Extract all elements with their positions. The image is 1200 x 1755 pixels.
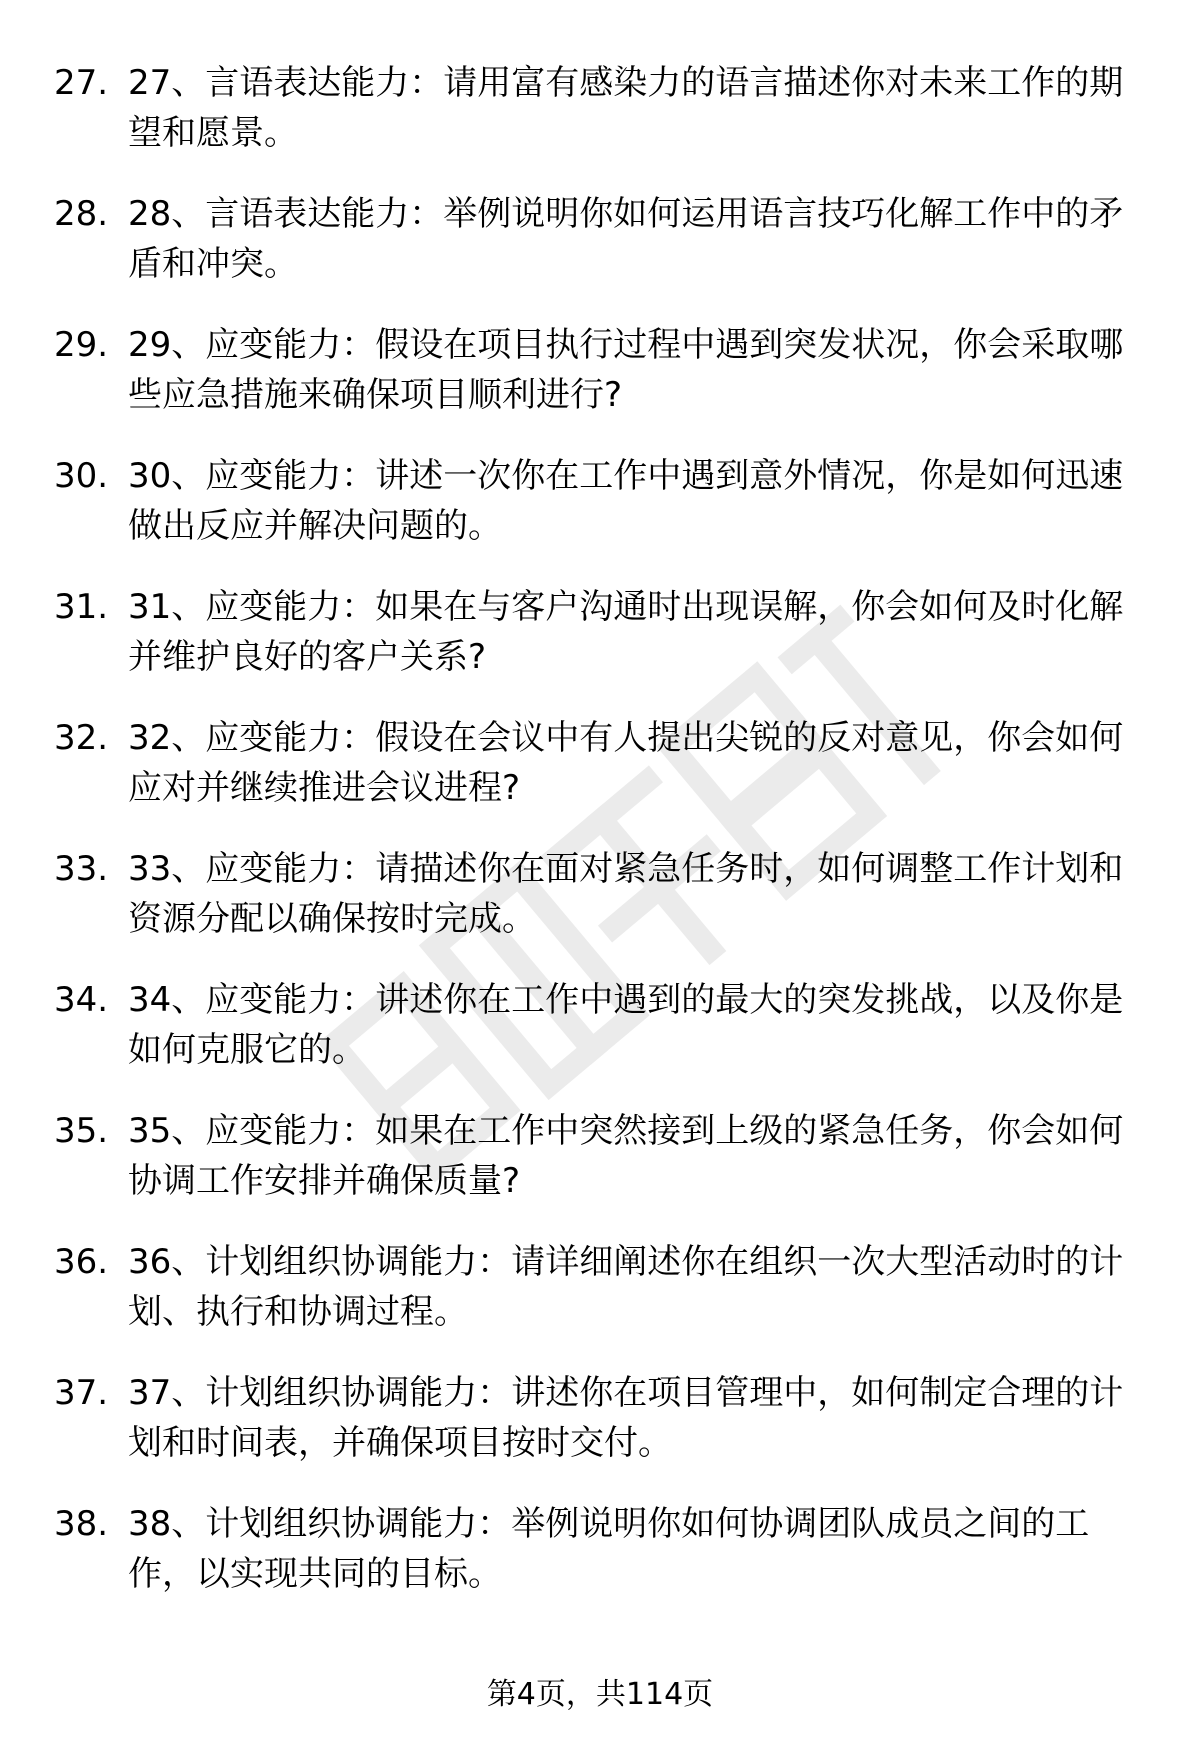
question-item [0,1106,1200,1237]
question-text: 37、计划组织协调能力：讲述你在项目管理中，如何制定合理的计划和时间表，并确保项目按时交付。 [128,1373,1124,1463]
question-number: 35. [54,1111,109,1151]
question-item [0,844,1200,975]
question-text: 32、应变能力：假设在会议中有人提出尖锐的反对意见，你会如何应对并继续推进会议进程? [128,718,1124,808]
question-list [0,58,1200,1630]
question-text: 33、应变能力：请描述你在面对紧急任务时，如何调整工作计划和资源分配以确保按时完成。 [128,849,1124,939]
question-item [0,189,1200,320]
question-text: 27、言语表达能力：请用富有感染力的语言描述你对未来工作的期望和愿景。 [128,63,1124,153]
question-number: 34. [54,980,109,1020]
question-text: 30、应变能力：讲述一次你在工作中遇到意外情况，你是如何迅速做出反应并解决问题的。 [128,456,1124,546]
question-item [0,975,1200,1106]
question-item [0,58,1200,189]
question-item [0,320,1200,451]
question-text: 34、应变能力：讲述你在工作中遇到的最大的突发挑战，以及你是如何克服它的。 [128,980,1124,1070]
question-number: 33. [54,849,109,889]
question-number: 32. [54,718,109,758]
question-number: 29. [54,325,109,365]
question-item [0,1499,1200,1630]
question-item [0,451,1200,582]
page-footer: 第4页，共114页 [486,1677,714,1712]
question-item [0,713,1200,844]
question-text: 28、言语表达能力：举例说明你如何运用语言技巧化解工作中的矛盾和冲突。 [128,194,1124,284]
question-item [0,1237,1200,1368]
question-item [0,582,1200,713]
question-text: 35、应变能力：如果在工作中突然接到上级的紧急任务，你会如何协调工作安排并确保质量? [128,1111,1124,1201]
question-number: 27. [54,63,109,103]
question-number: 38. [54,1504,109,1544]
question-text: 38、计划组织协调能力：举例说明你如何协调团队成员之间的工作，以实现共同的目标。 [128,1504,1090,1594]
question-number: 37. [54,1373,109,1413]
question-item [0,1368,1200,1499]
question-text: 29、应变能力：假设在项目执行过程中遇到突发状况，你会采取哪些应急措施来确保项目顺利进行? [128,325,1124,415]
question-text: 36、计划组织协调能力：请详细阐述你在组织一次大型活动时的计划、执行和协调过程。 [128,1242,1124,1332]
question-text: 31、应变能力：如果在与客户沟通时出现误解，你会如何及时化解并维护良好的客户关系? [128,587,1124,677]
question-number: 28. [54,194,109,234]
question-number: 30. [54,456,109,496]
question-number: 36. [54,1242,109,1282]
question-number: 31. [54,587,109,627]
